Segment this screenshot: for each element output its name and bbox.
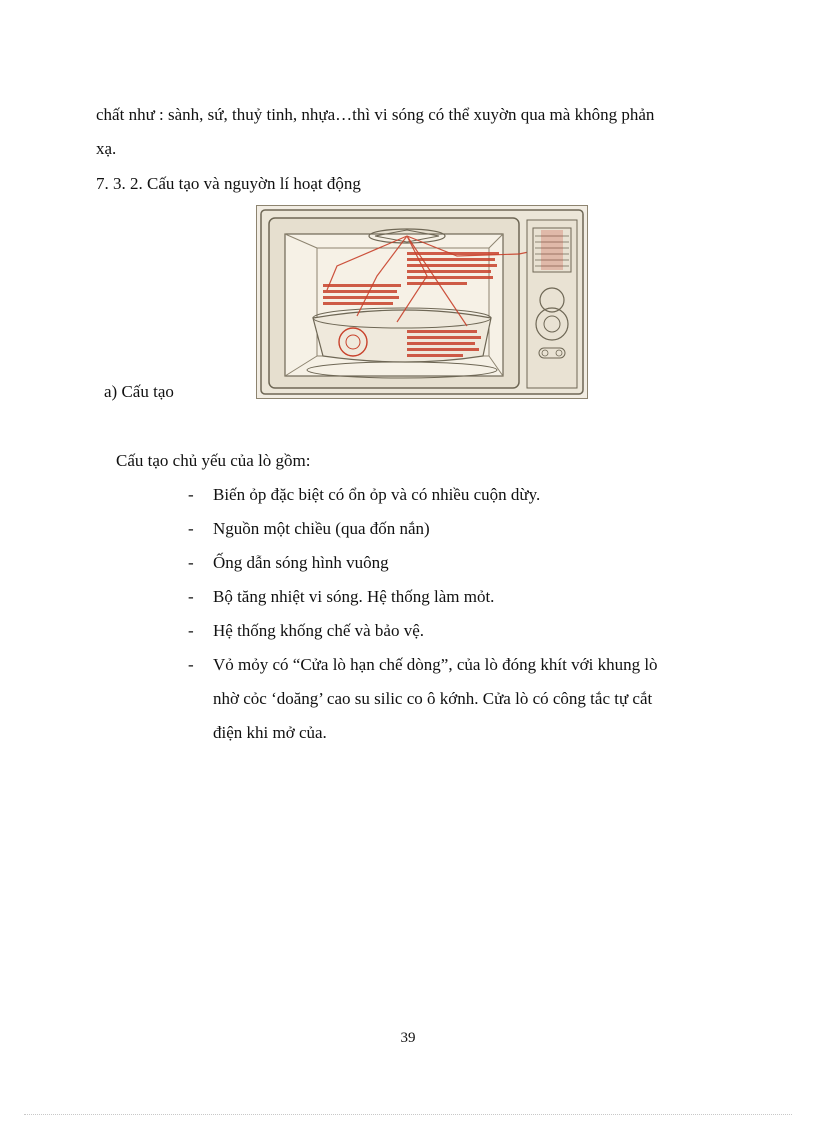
bullet-marker: - [188,553,194,572]
bullet-marker: - [188,485,194,504]
list-item-text: Hệ thống khống chế và bảo vệ. [213,621,425,640]
bullet-marker: - [188,621,194,640]
subsection-heading: a) Cấu tạo [104,382,174,401]
page-number: 39 [400,1030,416,1046]
list-item-text: Nguồn một chiều (qua đốn nắn) [213,519,430,538]
list-item-text: Bộ tăng nhiệt vi sóng. Hệ thống làm mỏt. [213,587,495,606]
paragraph-line-1: chất như : sành, sứ, thuỷ tinh, nhựa…thì vi sóng có thể xuyờn qua mà không phản [96,105,655,124]
intro-text: Cấu tạo chủ yếu của lò gồm: [116,451,311,470]
bullet-marker: - [188,655,194,674]
paragraph-line-2: xạ. [96,139,117,158]
microwave-diagram [256,205,588,399]
list-item-continuation: nhờ cỏc ‘doăng’ cao su silic co ô kớnh. Cửa lò có công tắc tự cắt [213,689,653,708]
list-item-text: Vỏ mỏy có “Cửa lò hạn chế dòng”, của lò đóng khít với khung lò [213,655,658,674]
list-item-text: Ống dẫn sóng hình vuông [213,553,389,572]
list-item-text: Biến ỏp đặc biệt có ổn ỏp và có nhiều cuộn dừy. [213,485,541,504]
list-item-continuation: điện khi mở của. [213,723,327,742]
section-heading: 7. 3. 2. Cấu tạo và nguyờn lí hoạt động [96,174,361,193]
microwave-illustration [257,206,587,398]
bullet-marker: - [188,587,194,606]
footer-divider [24,1114,792,1115]
bullet-marker: - [188,519,194,538]
